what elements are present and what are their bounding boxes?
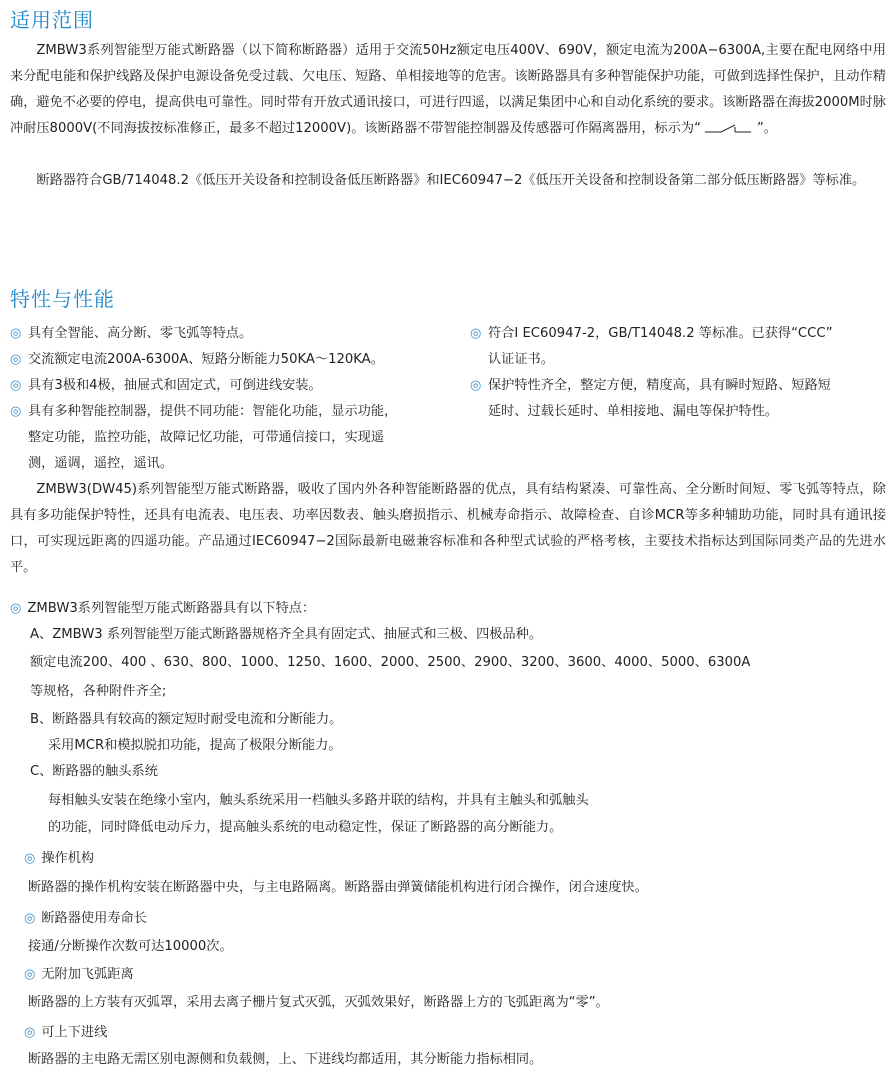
bullet-item: ◎ 保护特性齐全，整定方便，精度高，具有瞬时短路、短路短 — [470, 373, 888, 399]
feature-arc-text: 断路器的上方装有灭弧罩，采用去离子栅片复式灭弧，灭弧效果好，断路器上方的飞弧距离为“零”。 — [28, 995, 609, 1010]
bullet-continuation: 延时、过载长延时、单相接地、漏电等保护特性。 — [488, 404, 779, 419]
section-title-features: 特性与性能 — [10, 287, 115, 311]
feature-a-line-3: 等规格，各种附件齐全; — [30, 684, 167, 699]
double-circle-bullet-icon: ◎ — [24, 1025, 36, 1040]
bullet-item: ◎ 具有全智能、高分断、零飞弧等特点。 — [10, 321, 465, 347]
double-circle-bullet-icon: ◎ — [10, 378, 22, 393]
feature-a-line-2: 额定电流200、400 、630、800、1000、1250、1600、2000、2500、2900、3200、3600、4000、5000、6300A — [30, 655, 751, 670]
section-title-scope: 适用范围 — [10, 8, 94, 32]
double-circle-bullet-icon: ◎ — [24, 851, 36, 866]
bullet-item: ◎ 具有3极和4极，抽屉式和固定式，可倒进线安装。 — [10, 373, 465, 399]
double-circle-bullet-icon: ◎ — [24, 911, 36, 926]
feature-b-line-1: B、断路器具有较高的额定短时耐受电流和分断能力。 — [30, 712, 343, 727]
bullet-item: ◎ 符合I EC60947-2，GB/T14048.2 等标准。已获得“CCC” — [470, 321, 888, 347]
feature-arc-title: ◎ 无附加飞弧距离 — [24, 967, 134, 982]
bullet-continuation: 整定功能，监控功能，故障记忆功能，可带通信接口，实现遥 — [28, 430, 385, 445]
scope-paragraph-2: 断路器符合GB/714048.2《低压开关设备和控制设备低压断路器》和IEC60947−2《低压开关设备和控制设备第二部分低压断路器》等标准。 — [36, 173, 866, 188]
scope-paragraph-1: ZMBW3系列智能型万能式断路器（以下简称断路器）适用于交流50Hz额定电压400V、690V，额定电流为200A−6300A,主要在配电网络中用来分配电能和保护线路及保护电源设备免受过载、欠电压、短路、单相接地等的危害。该断路器具有多种智能保护功能，可做到选择性保护，且动作精确，避免不必要的停电，提高供电可靠性。同时带有开放式通讯接口，可进行四遥，以满足集团中心和自动化系统的要求。该断路器在海拔2000M时脉冲耐压8000V(不同海拔按标准修正，最多不超过12000V)。该断路器不带智能控制器及传感器可作隔离器用，标示为“ ”。 — [10, 43, 886, 136]
feature-operation-text: 断路器的操作机构安装在断路器中央，与主电路隔离。断路器由弹簧储能机构进行闭合操作，闭合速度快。 — [28, 880, 648, 895]
bullet-continuation: 测，遥调，遥控，遥讯。 — [28, 456, 174, 471]
features-paragraph: ZMBW3(DW45)系列智能型万能式断路器，吸收了国内外各种智能断路器的优点，具有结构紧凑、可靠性高、全分断时间短、零飞弧等特点，除具有多功能保护特性，还具有电流表、电压表、功率因数表、触头磨损指示、机械寿命指示、故障检查、自诊MCR等多种辅助功能，同时具有通讯接口，可实现远距离的四遥功能。产品通过IEC60947−2国际最新电磁兼容标准和各种型式试验的严格考核，主要技术指标达到国际同类产品的先进水平。 — [10, 482, 886, 575]
double-circle-bullet-icon: ◎ — [470, 378, 482, 393]
bullet-continuation: 认证证书。 — [488, 352, 554, 367]
double-circle-bullet-icon: ◎ — [470, 326, 482, 341]
feature-c-line-1: C、断路器的触头系统 — [30, 764, 158, 779]
feature-c-line-3: 的功能，同时降低电动斥力，提高触头系统的电动稳定性，保证了断路器的高分断能力。 — [48, 820, 563, 835]
feature-wiring-text: 断路器的主电路无需区别电源侧和负载侧，上、下进线均都适用，其分断能力指标相同。 — [28, 1052, 543, 1067]
feature-operation-title: ◎ 操作机构 — [24, 851, 95, 866]
double-circle-bullet-icon: ◎ — [10, 352, 22, 367]
double-circle-bullet-icon: ◎ — [10, 404, 22, 419]
double-circle-bullet-icon: ◎ — [10, 326, 22, 341]
feature-list-right — [470, 321, 888, 425]
feature-life-title: ◎ 断路器使用寿命长 — [24, 911, 147, 926]
isolator-symbol-icon — [703, 122, 755, 134]
features-intro: ◎ ZMBW3系列智能型万能式断路器具有以下特点： — [10, 601, 316, 616]
bullet-item: ◎ 交流额定电流200A-6300A、短路分断能力50KA～120KA。 — [10, 347, 465, 373]
feature-c-line-2: 每相触头安装在绝缘小室内，触头系统采用一档触头多路并联的结构，并具有主触头和弧触头 — [48, 793, 589, 808]
feature-a-line-1: A、ZMBW3 系列智能型万能式断路器规格齐全具有固定式、抽屉式和三极、四极品种。 — [30, 627, 543, 642]
feature-life-text: 接通/分断操作次数可达10000次。 — [28, 939, 233, 954]
double-circle-bullet-icon: ◎ — [10, 601, 22, 616]
double-circle-bullet-icon: ◎ — [24, 967, 36, 982]
bullet-item: ◎ 具有多种智能控制器，提供不同功能：智能化功能，显示功能， — [10, 399, 465, 425]
feature-wiring-title: ◎ 可上下进线 — [24, 1025, 108, 1040]
feature-b-line-2: 采用MCR和模拟脱扣功能，提高了极限分断能力。 — [48, 738, 342, 753]
feature-list-left — [10, 321, 465, 477]
